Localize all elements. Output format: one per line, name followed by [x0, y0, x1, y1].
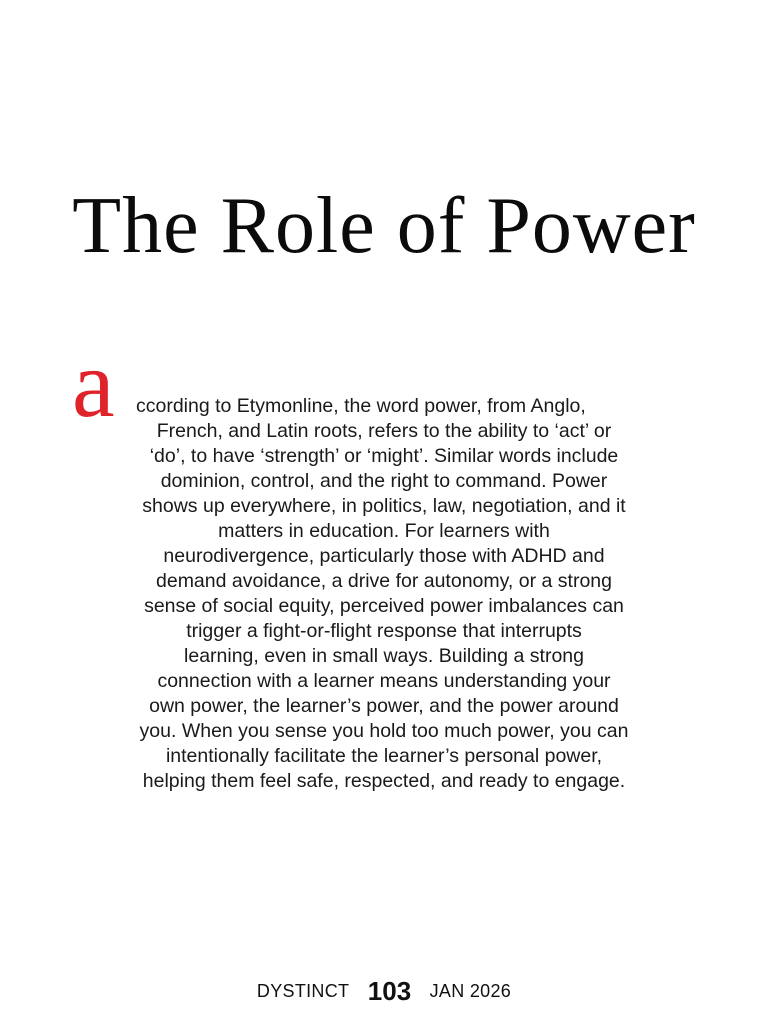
body-line-7: neurodivergence, particularly those with ADHD and — [163, 545, 605, 567]
body-line-6: matters in education. For learners with — [218, 520, 550, 542]
body-line-1: ccording to Etymonline, the word power, from Anglo, — [136, 395, 586, 417]
body-line-15: intentionally facilitate the learner’s personal power, — [165, 745, 603, 767]
page-number: 103 — [367, 976, 412, 1006]
page-title: The Role of Power — [72, 182, 696, 270]
body-line-4: dominion, control, and the right to command. Power — [160, 470, 608, 492]
body-line-3: ‘do’, to have ‘strength’ or ‘might’. Similar words include — [149, 445, 619, 467]
drop-cap: a — [72, 330, 115, 437]
body-line-12: connection with a learner means understanding your — [157, 670, 611, 692]
body-line-9: sense of social equity, perceived power imbalances can — [144, 595, 624, 617]
body-line-5: shows up everywhere, in politics, law, negotiation, and it — [142, 495, 626, 517]
body-line-8: demand avoidance, a drive for autonomy, or a strong — [156, 570, 612, 592]
body-line-16: helping them feel safe, respected, and ready to engage. — [142, 770, 626, 792]
body-line-14: you. When you sense you hold too much power, you can — [139, 720, 629, 742]
publication-name: DYSTINCT — [256, 981, 350, 1001]
body-line-10: trigger a fight-or-flight response that interrupts — [186, 620, 582, 642]
article-body — [72, 330, 690, 794]
body-line-2: French, and Latin roots, refers to the ability to ‘act’ or — [156, 420, 612, 442]
body-line-13: own power, the learner’s power, and the power around — [149, 695, 619, 717]
issue-date: JAN 2026 — [429, 981, 512, 1001]
body-line-11: learning, even in small ways. Building a strong — [184, 645, 584, 667]
page-footer — [0, 976, 768, 1007]
